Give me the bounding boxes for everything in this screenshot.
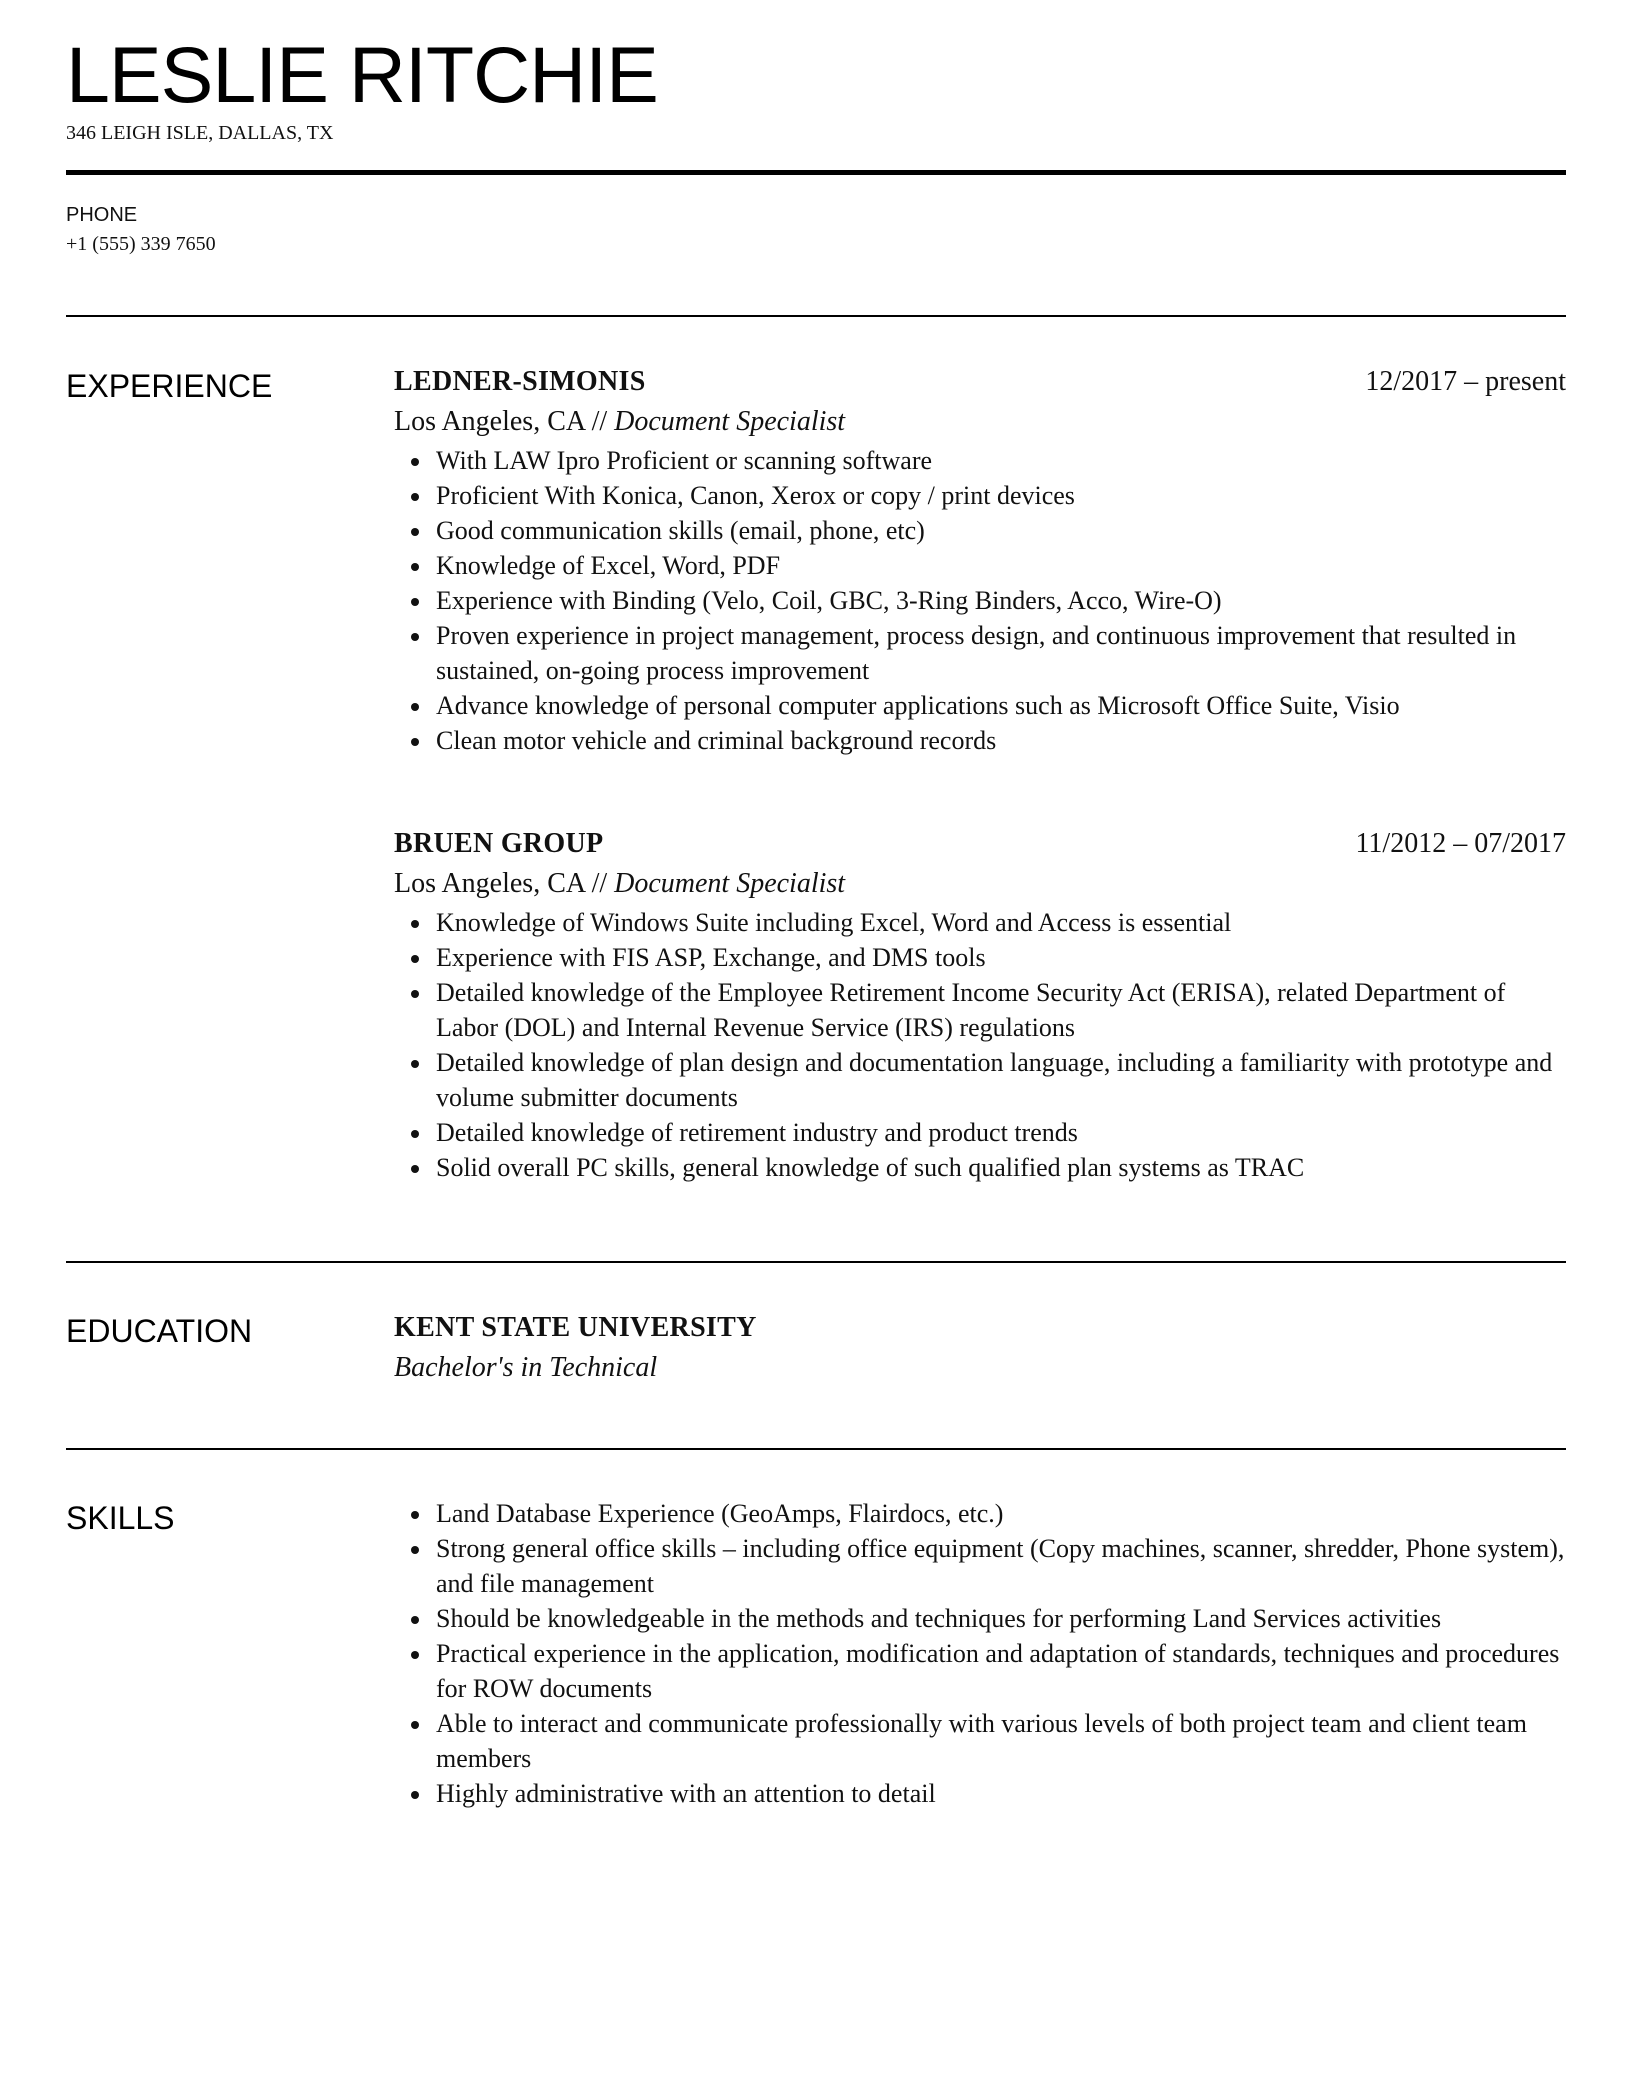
phone-label: PHONE — [66, 204, 138, 226]
job-location-role — [394, 864, 1566, 904]
job-bullets — [394, 443, 1566, 758]
job-bullet: Experience with Binding (Velo, Coil, GBC, 3-Ring Binders, Acco, Wire-O) — [394, 583, 1566, 618]
job-bullet: With LAW Ipro Proficient or scanning software — [394, 443, 1566, 478]
section-divider — [66, 315, 1566, 317]
section-divider — [66, 1261, 1566, 1263]
job-location: Los Angeles, CA — [394, 868, 585, 899]
header-divider — [66, 170, 1566, 175]
job-bullet: Detailed knowledge of the Employee Retirement Income Security Act (ERISA), related Department of Labor (DOL) and Internal Revenue Service (IRS) regulations — [394, 975, 1566, 1045]
job-bullet: Solid overall PC skills, general knowledge of such qualified plan systems as TRAC — [394, 1150, 1566, 1185]
job-location-role — [394, 402, 1566, 442]
job-dates: 11/2012 – 07/2017 — [1355, 828, 1566, 859]
location-role-separator: // — [584, 406, 615, 437]
candidate-name: LESLIE RITCHIE — [66, 30, 658, 119]
job-bullet: Proven experience in project management, process design, and continuous improvement that resulted in sustained, on-going process improvement — [394, 618, 1566, 688]
education-entry — [394, 1308, 1566, 1388]
job-bullet: Detailed knowledge of plan design and documentation language, including a familiarity with prototype and volume submitter documents — [394, 1045, 1566, 1115]
skills-heading: SKILLS — [66, 1500, 175, 1536]
phone-number: +1 (555) 339 7650 — [66, 233, 216, 255]
skill-item: Practical experience in the application, modification and adaptation of standards, techniques and procedures for ROW documents — [394, 1636, 1566, 1706]
skills-entry — [394, 1496, 1566, 1811]
company-name: BRUEN GROUP — [394, 828, 604, 859]
job-bullet: Clean motor vehicle and criminal background records — [394, 723, 1566, 758]
skills-list — [394, 1496, 1566, 1811]
job-bullet: Advance knowledge of personal computer applications such as Microsoft Office Suite, Visio — [394, 688, 1566, 723]
job-entry — [394, 362, 1566, 758]
job-bullet: Experience with FIS ASP, Exchange, and DMS tools — [394, 940, 1566, 975]
job-location: Los Angeles, CA — [394, 406, 585, 437]
degree: Bachelor's in Technical — [394, 1352, 658, 1383]
job-role: Document Specialist — [614, 406, 846, 437]
job-bullets — [394, 905, 1566, 1185]
skill-item: Land Database Experience (GeoAmps, Flairdocs, etc.) — [394, 1496, 1566, 1531]
section-divider — [66, 1448, 1566, 1450]
job-role: Document Specialist — [614, 868, 846, 899]
job-bullet: Knowledge of Windows Suite including Excel, Word and Access is essential — [394, 905, 1566, 940]
skill-item: Should be knowledgeable in the methods and techniques for performing Land Services activities — [394, 1601, 1566, 1636]
skill-item: Able to interact and communicate professionally with various levels of both project team and client team members — [394, 1706, 1566, 1776]
school-name: KENT STATE UNIVERSITY — [394, 1312, 757, 1343]
job-bullet: Proficient With Konica, Canon, Xerox or copy / print devices — [394, 478, 1566, 513]
job-entry — [394, 824, 1566, 1185]
job-bullet: Knowledge of Excel, Word, PDF — [394, 548, 1566, 583]
experience-heading: EXPERIENCE — [66, 368, 273, 404]
location-role-separator: // — [584, 868, 615, 899]
skill-item: Highly administrative with an attention to detail — [394, 1776, 1566, 1811]
job-dates: 12/2017 – present — [1365, 366, 1566, 397]
job-bullet: Good communication skills (email, phone, etc) — [394, 513, 1566, 548]
job-bullet: Detailed knowledge of retirement industry and product trends — [394, 1115, 1566, 1150]
company-name: LEDNER-SIMONIS — [394, 366, 646, 397]
education-heading: EDUCATION — [66, 1313, 253, 1349]
skill-item: Strong general office skills – including office equipment (Copy machines, scanner, shredder, Phone system), and file management — [394, 1531, 1566, 1601]
candidate-address: 346 LEIGH ISLE, DALLAS, TX — [66, 122, 334, 144]
